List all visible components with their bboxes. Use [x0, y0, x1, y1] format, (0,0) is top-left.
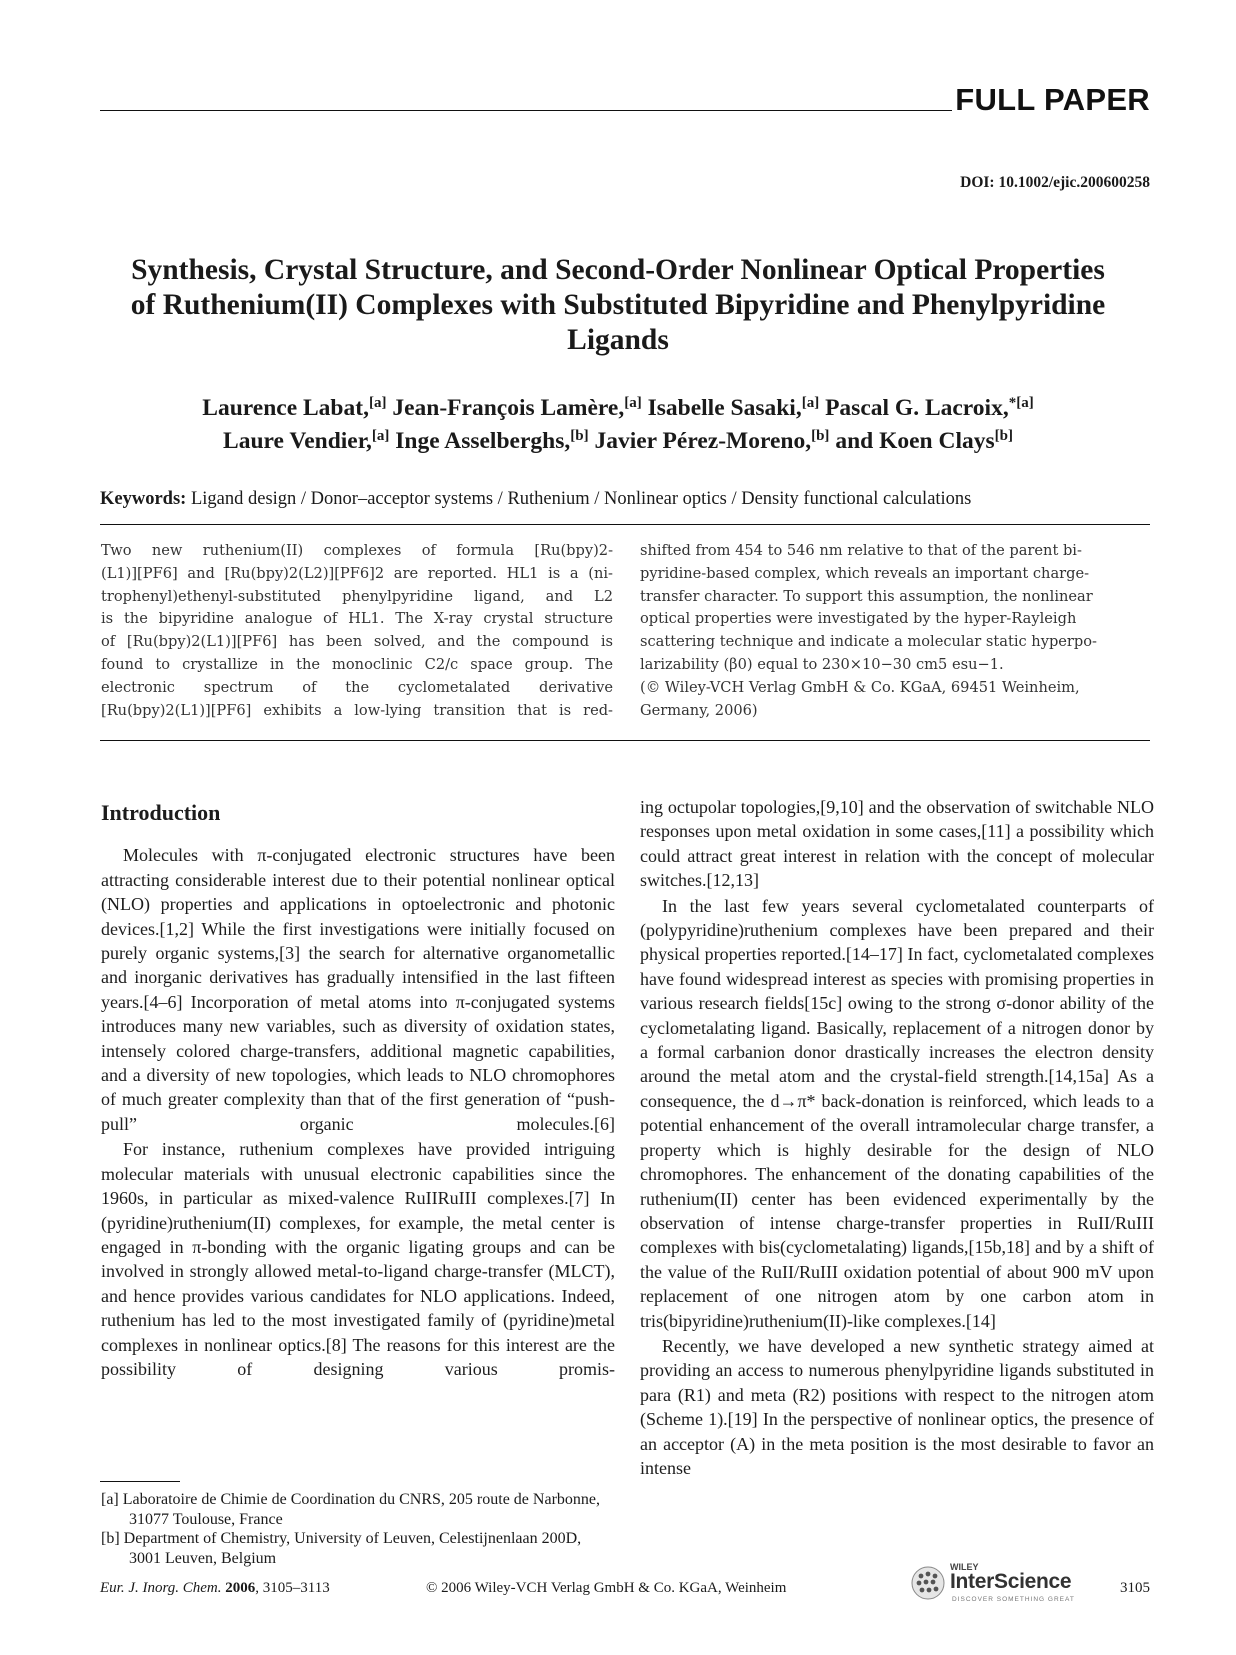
logo-publisher: WILEY: [950, 1562, 979, 1572]
authors-line-1: [80, 392, 1156, 425]
interscience-logo: [910, 1562, 1082, 1606]
abstract-top-rule: [100, 524, 1150, 525]
globe-icon: [910, 1565, 946, 1601]
abstract-line: is the bipyridine analogue of HL1. The X-ray crystal structure: [101, 610, 613, 628]
abstract-line: found to crystallize in the monoclinic C2/c space group. The: [101, 655, 613, 673]
abstract-line: trophenyl)ethenyl-substituted phenylpyridine ligand, and L2: [101, 587, 613, 605]
abstract-line: larizability (β0) equal to 230×10−30 cm5 esu−1.: [640, 655, 1004, 673]
body-right-column: [640, 795, 1154, 1480]
journal-citation: [100, 1580, 330, 1597]
author-name: Laure Vendier,: [223, 428, 372, 454]
affiliation-mark: *[a]: [1008, 395, 1034, 411]
footnote: [b] Department of Chemistry, University of Leuven, Celestijnenlaan 200D, 3001 Leuven, Belgium: [101, 1530, 582, 1567]
abstract-line: pyridine-based complex, which reveals an important charge-: [640, 564, 1090, 582]
affiliation-mark: [a]: [624, 395, 642, 411]
affiliation-mark: [a]: [801, 395, 820, 411]
body-left-column: [101, 795, 615, 1381]
paragraph: ing octupolar topologies,[9,10] and the observation of switchable NLO responses upon metal oxidation in some cases,[11] a possibility which could attract great interest in relation with the concept of molecular switches.[12,13]: [640, 797, 1154, 891]
abstract-line: (L1)][PF6] and [Ru(bpy)2(L2)][PF6]2 are reported. HL1 is a (ni-: [101, 564, 613, 582]
affiliation-footnotes: [101, 1490, 613, 1568]
abstract-line: scattering technique and indicate a molecular static hyperpo-: [640, 633, 1097, 651]
affiliation-mark: [a]: [371, 428, 390, 444]
paragraph: For instance, ruthenium complexes have provided intriguing molecular materials with unusual electronic capabilities since the 1960s, in particular as mixed-valence RuIIRuIII complexes.[7] In (pyridine)ruthenium(II) complexes, for example, the metal center is engaged in π-bonding with the organic ligating groups and can be involved in strongly allowed metal-to-ligand charge-transfer (MLCT), and hence provides various candidates for NLO applications. Indeed, ruthenium has led to the most investigated family of (pyridine)metal complexes in nonlinear optics.[8] The reasons for this interest are the possibility of designing various promis-: [101, 1139, 615, 1379]
author-name: Laurence Labat,: [202, 395, 369, 421]
keywords: [100, 489, 1150, 510]
footnote-rule: [100, 1481, 180, 1482]
author-name: Inge Asselberghs,: [389, 428, 571, 454]
abstract-line: Germany, 2006): [640, 701, 758, 719]
keywords-text: Ligand design / Donor–acceptor systems / Ruthenium / Nonlinear optics / Density functional calculations: [186, 489, 972, 509]
copyright: © 2006 Wiley-VCH Verlag GmbH & Co. KGaA, Weinheim: [426, 1580, 787, 1596]
author-name: Javier Pérez-Moreno,: [588, 428, 812, 454]
title-text: ) Complexes with Substituted Bipyridine and Phenylpyridine: [338, 289, 1106, 321]
oxidation-state: II: [315, 289, 339, 321]
abstract-bottom-rule: [100, 740, 1150, 741]
abstract-left-column: [101, 540, 613, 722]
keywords-label: Keywords:: [100, 489, 187, 509]
affiliation-mark: [a]: [368, 395, 387, 411]
doi: DOI: 10.1002/ejic.200600258: [960, 174, 1150, 191]
affiliation-mark: [b]: [570, 428, 589, 444]
abstract-line: (© Wiley-VCH Verlag GmbH & Co. KGaA, 69451 Weinheim,: [640, 678, 1080, 696]
abstract-line: optical properties were investigated by the hyper-Rayleigh: [640, 610, 1077, 628]
abstract-right-column: [640, 540, 1152, 722]
abstract-line: transfer character. To support this assumption, the nonlinear: [640, 587, 1093, 605]
section-label: FULL PAPER: [955, 82, 1150, 117]
journal-year: 2006: [225, 1580, 256, 1596]
abstract-line: shifted from 454 to 546 nm relative to that of the parent bi-: [640, 542, 1082, 559]
paragraph: In the last few years several cyclometalated counterparts of (polypyridine)ruthenium complexes have been prepared and their physical properties reported.[14–17] In fact, cyclometalated complexes have found widespread interest as species with promising properties in various research fields[15c] owing to the strong σ-donor ability of the cyclometalating ligand. Basically, replacement of a nitrogen donor by a formal carbanion donor drastically increases the electron density around the metal atom and the crystal-field strength.[14,15a] As a consequence, the d→π* back-donation is reinforced, which leads to a potential enhancement of the overall intramolecular charge transfer, a property which is highly desirable for the design of NLO chromophores. The enhancement of the donating capabilities of the ruthenium(II) center has been evidenced experimentally by the observation of intense charge-transfer properties in RuII/RuIII complexes with bis(cyclometalating) ligands,[15b,18] and by a shift of the value of the RuII/RuIII oxidation potential of about 900 mV upon replacement of one nitrogen atom by one carbon atom in tris(bipyridine)ruthenium(II)-like complexes.[14]: [640, 895, 1154, 1331]
paper-title: [80, 253, 1156, 358]
author-list: [80, 392, 1156, 458]
page-number: 3105: [1120, 1580, 1150, 1596]
paragraph: Molecules with π-conjugated electronic structures have been attracting considerable interest due to their potential nonlinear optical (NLO) properties and applications in optoelectronic and photonic devices.[1,2] While the first investigations were initially focused on purely organic systems,[3] the search for alternative organometallic and inorganic derivatives has gradually intensified in the last fifteen years.[4–6] Incorporation of metal atoms into π-conjugated systems introduces many new variables, such as diversity of oxidation states, intensely colored charge-transfers, additional magnetic capabilities, and a diversity of new topologies, which leads to NLO chromophores of much greater complexity than that of the first generation of “push-pull” organic molecules.[6]: [101, 845, 615, 1134]
author-name: Jean-François Lamère,: [386, 395, 625, 421]
abstract-line: of [Ru(bpy)2(L1)][PF6] has been solved, and the compound is: [101, 633, 613, 651]
footnote: [a] Laboratoire de Chimie de Coordination du CNRS, 205 route de Narbonne, 31077 Toulouse, France: [101, 1491, 600, 1528]
journal-pages: , 3105–3113: [255, 1580, 330, 1596]
paragraph: Recently, we have developed a new synthetic strategy aimed at providing an access to numerous phenylpyridine ligands substituted in para (R1) and meta (R2) positions with respect to the nitrogen atom (Scheme 1).[19] In the perspective of nonlinear optics, the presence of an acceptor (A) in the meta position is the most desirable to favor an intense: [640, 1335, 1154, 1478]
title-line-3: Ligands: [567, 324, 669, 356]
logo-tagline: DISCOVER SOMETHING GREAT: [952, 1596, 1075, 1603]
journal-name: Eur. J. Inorg. Chem.: [100, 1580, 222, 1596]
abstract-line: Two new ruthenium(II) complexes of formula [Ru(bpy)2-: [101, 542, 613, 559]
abstract-line: electronic spectrum of the cyclometalated derivative: [101, 678, 613, 696]
author-name: and Koen Clays: [829, 428, 995, 454]
title-line-1: Synthesis, Crystal Structure, and Second-Order Nonlinear Optical Properties: [131, 254, 1105, 286]
abstract-line: [Ru(bpy)2(L1)][PF6] exhibits a low-lying transition that is red-: [101, 701, 613, 719]
affiliation-mark: [b]: [811, 428, 830, 444]
section-heading: Introduction: [101, 800, 221, 825]
title-line-2: [80, 288, 1156, 323]
affiliation-mark: [b]: [994, 428, 1013, 444]
logo-wordmark: InterScience: [950, 1570, 1072, 1593]
header-rule: [100, 110, 952, 111]
title-text: of Ruthenium(: [130, 289, 316, 321]
authors-line-2: [80, 425, 1156, 458]
author-name: Isabelle Sasaki,: [641, 395, 802, 421]
author-name: Pascal G. Lacroix,: [819, 395, 1009, 421]
